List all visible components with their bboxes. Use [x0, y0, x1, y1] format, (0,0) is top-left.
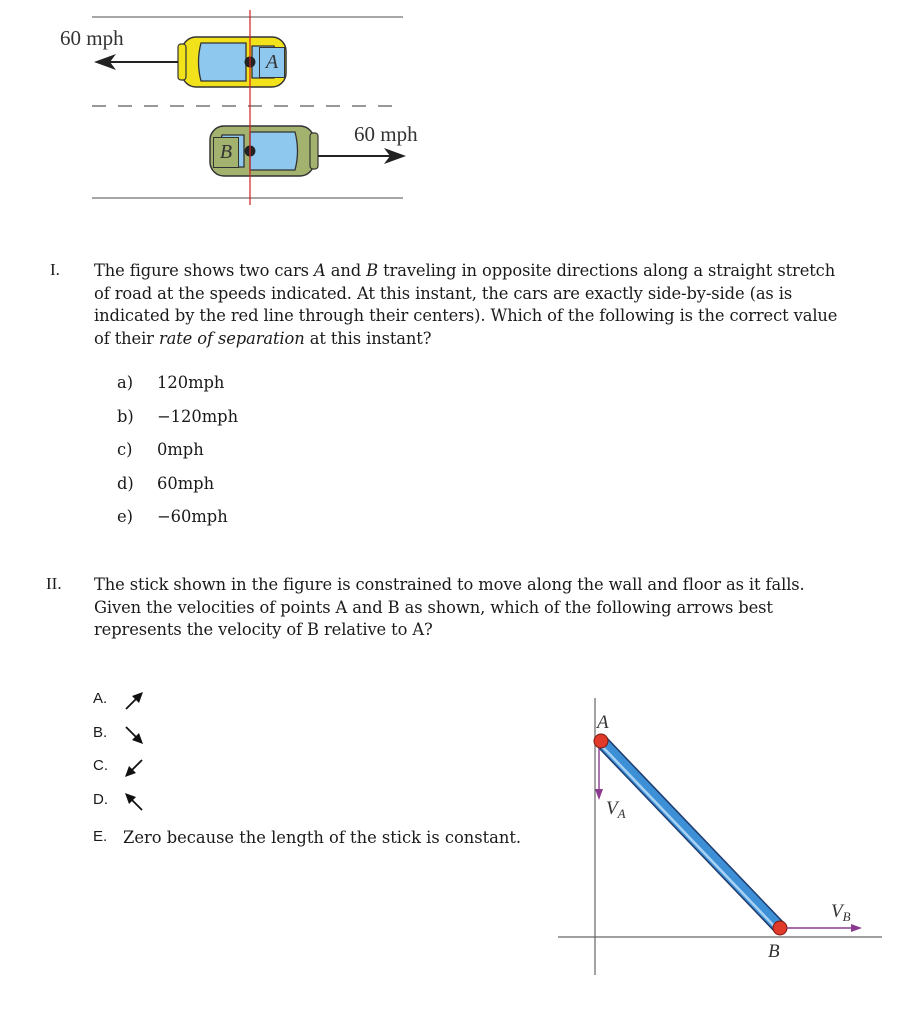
velocity-a-arrow	[595, 748, 603, 800]
question-2-number: II.	[46, 574, 62, 593]
velocity-b-label: $V_B$	[831, 901, 851, 924]
point-a-label: A	[597, 712, 609, 733]
speed-left-label: 60 mph	[60, 26, 124, 50]
question-1-options	[117, 372, 238, 528]
stick	[601, 741, 780, 928]
car-b-label: B	[219, 141, 233, 163]
option-2a[interactable]: A.	[93, 690, 521, 724]
option-2b[interactable]: B.	[93, 724, 521, 758]
option-2c[interactable]: C.	[93, 757, 521, 791]
velocity-b-arrow	[787, 924, 862, 932]
option-e[interactable]: e) −60mph	[117, 507, 228, 526]
speed-right-label: 60 mph	[354, 122, 418, 146]
point-b-dot	[773, 921, 787, 935]
arrow-right-icon	[318, 148, 406, 164]
question-1-number: I.	[50, 260, 60, 279]
velocity-a-label: $V_A$	[606, 798, 626, 821]
arrow-left-icon	[94, 54, 178, 70]
option-b[interactable]: b) −120mph	[117, 406, 239, 426]
car-a-label: A	[265, 51, 279, 73]
arrow-up-left-icon	[123, 791, 145, 813]
car-a-label-box	[259, 47, 285, 78]
point-b-label: B	[768, 941, 780, 962]
arrow-down-right-icon	[123, 724, 145, 746]
option-a[interactable]: a) 120mph	[117, 373, 225, 392]
point-a-dot	[594, 734, 608, 748]
option-c[interactable]: c) 0mph	[117, 440, 204, 459]
cars-figure	[0, 0, 460, 215]
option-2e[interactable]: E. Zero because the length of the stick is constant.	[93, 828, 522, 847]
arrow-up-right-icon	[123, 690, 145, 712]
stick-figure	[540, 690, 900, 990]
question-2-text: The stick shown in the figure is constrained to move along the wall and floor as it falls. Given the velocities of points A and B as shown, which of the following arrows best represents the velocity of B relative to A?	[94, 575, 805, 639]
arrow-down-left-icon	[123, 757, 145, 779]
question-1-text: The figure shows two cars A and B traveling in opposite directions along a straight stretch of road at the speeds indicated. At this instant, the cars are exactly side-by-side (as is indicated by the red line through their centers). Which of the following is the correct value of their rate of separation at this instant?	[94, 261, 838, 348]
option-d[interactable]: d) 60mph	[117, 473, 215, 493]
option-2d[interactable]: D.	[93, 791, 521, 825]
question-2-options	[93, 690, 521, 847]
car-b-label-box	[213, 137, 239, 168]
